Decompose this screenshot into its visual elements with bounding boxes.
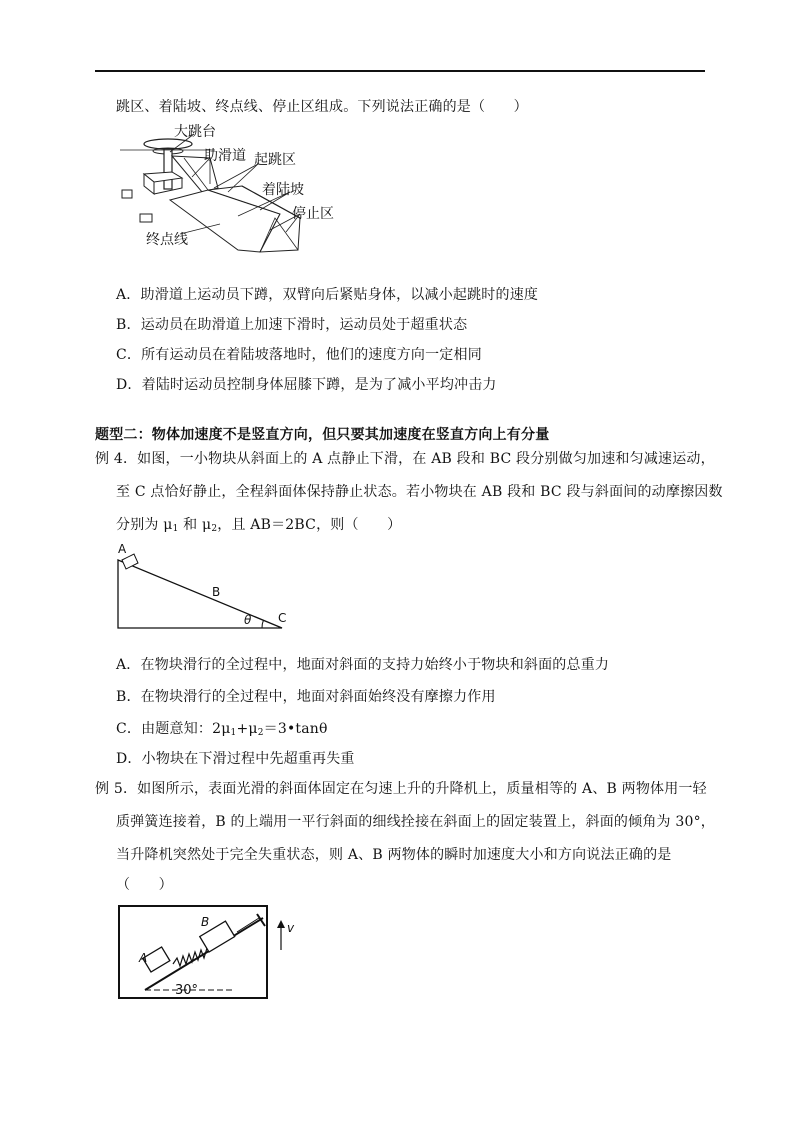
label-finish-line: 终点线	[146, 232, 188, 248]
ski-jump-figure	[110, 122, 350, 257]
label-a: A	[139, 951, 148, 965]
ex5-line-3: 当升降机突然处于完全失重状态，则 A、B 两物体的瞬时加速度大小和方向说法正确的是	[116, 847, 672, 863]
label-b: B	[201, 915, 210, 929]
label-b: B	[212, 585, 221, 599]
label-run-in: 助滑道	[204, 148, 246, 164]
ex4-option-c: C．由题意知：$2\mu_1+\mu_2=3•\tan\theta$	[116, 721, 328, 738]
label-takeoff: 起跳区	[254, 152, 296, 168]
label-v: v	[287, 921, 295, 935]
q3-intro: 跳区、着陆坡、终点线、停止区组成。下列说法正确的是（ ）	[116, 99, 528, 115]
label-a: A	[118, 542, 127, 556]
incline-triangle	[118, 560, 282, 628]
q3-option-a: A．助滑道上运动员下蹲，双臂向后紧贴身体，以减小起跳时的速度	[116, 287, 539, 303]
ex5-line-1: 例 5．如图所示，表面光滑的斜面体固定在匀速上升的升降机上，质量相等的 A、B 两物体用一轻	[95, 781, 707, 797]
ex5-line-4: （ ）	[116, 877, 173, 893]
label-big-jump: 大跳台	[174, 124, 216, 140]
spring	[173, 948, 211, 966]
label-c: C	[278, 611, 287, 625]
elevator-figure	[115, 900, 315, 1002]
incline-figure	[112, 540, 302, 635]
ex4-line-2: 至 C 点恰好静止，全程斜面体保持静止状态。若小物块在 AB 段和 BC 段与斜面间的动摩擦因数	[116, 484, 723, 500]
q3-option-b: B．运动员在助滑道上加速下滑时，运动员处于超重状态	[116, 317, 468, 333]
label-theta: θ	[244, 613, 252, 627]
ex4-option-a: A．在物块滑行的全过程中，地面对斜面的支持力始终小于物块和斜面的总重力	[116, 657, 610, 673]
ex4-line-1: 例 4．如图，一小物块从斜面上的 A 点静止下滑，在 AB 段和 BC 段分别做匀加速和匀减速运动，	[95, 451, 715, 467]
header-rule	[95, 70, 705, 72]
section-2-title: 题型二：物体加速度不是竖直方向，但只要其加速度在竖直方向上有分量	[95, 427, 550, 443]
tower-body	[164, 149, 172, 189]
ex4-option-d: D．小物块在下滑过程中先超重再失重	[116, 751, 355, 767]
q3-option-c: C．所有运动员在着陆坡落地时，他们的速度方向一定相同	[116, 347, 482, 363]
label-stop-zone: 停止区	[292, 206, 334, 222]
label-30-deg: 30°	[175, 983, 199, 998]
label-landing-slope: 着陆坡	[262, 182, 304, 198]
ex5-line-2: 质弹簧连接着，B 的上端用一平行斜面的细线拴接在斜面上的固定装置上，斜面的倾角为 30°，	[116, 814, 716, 830]
ex4-option-b: B．在物块滑行的全过程中，地面对斜面始终没有摩擦力作用	[116, 689, 496, 705]
q3-option-d: D．着陆时运动员控制身体屈膝下蹲，是为了减小平均冲击力	[116, 377, 497, 393]
ex4-line-3: 分别为 $\mu_1$ 和 $\mu_2$，且 AB＝2BC，则（ ）	[116, 517, 402, 534]
